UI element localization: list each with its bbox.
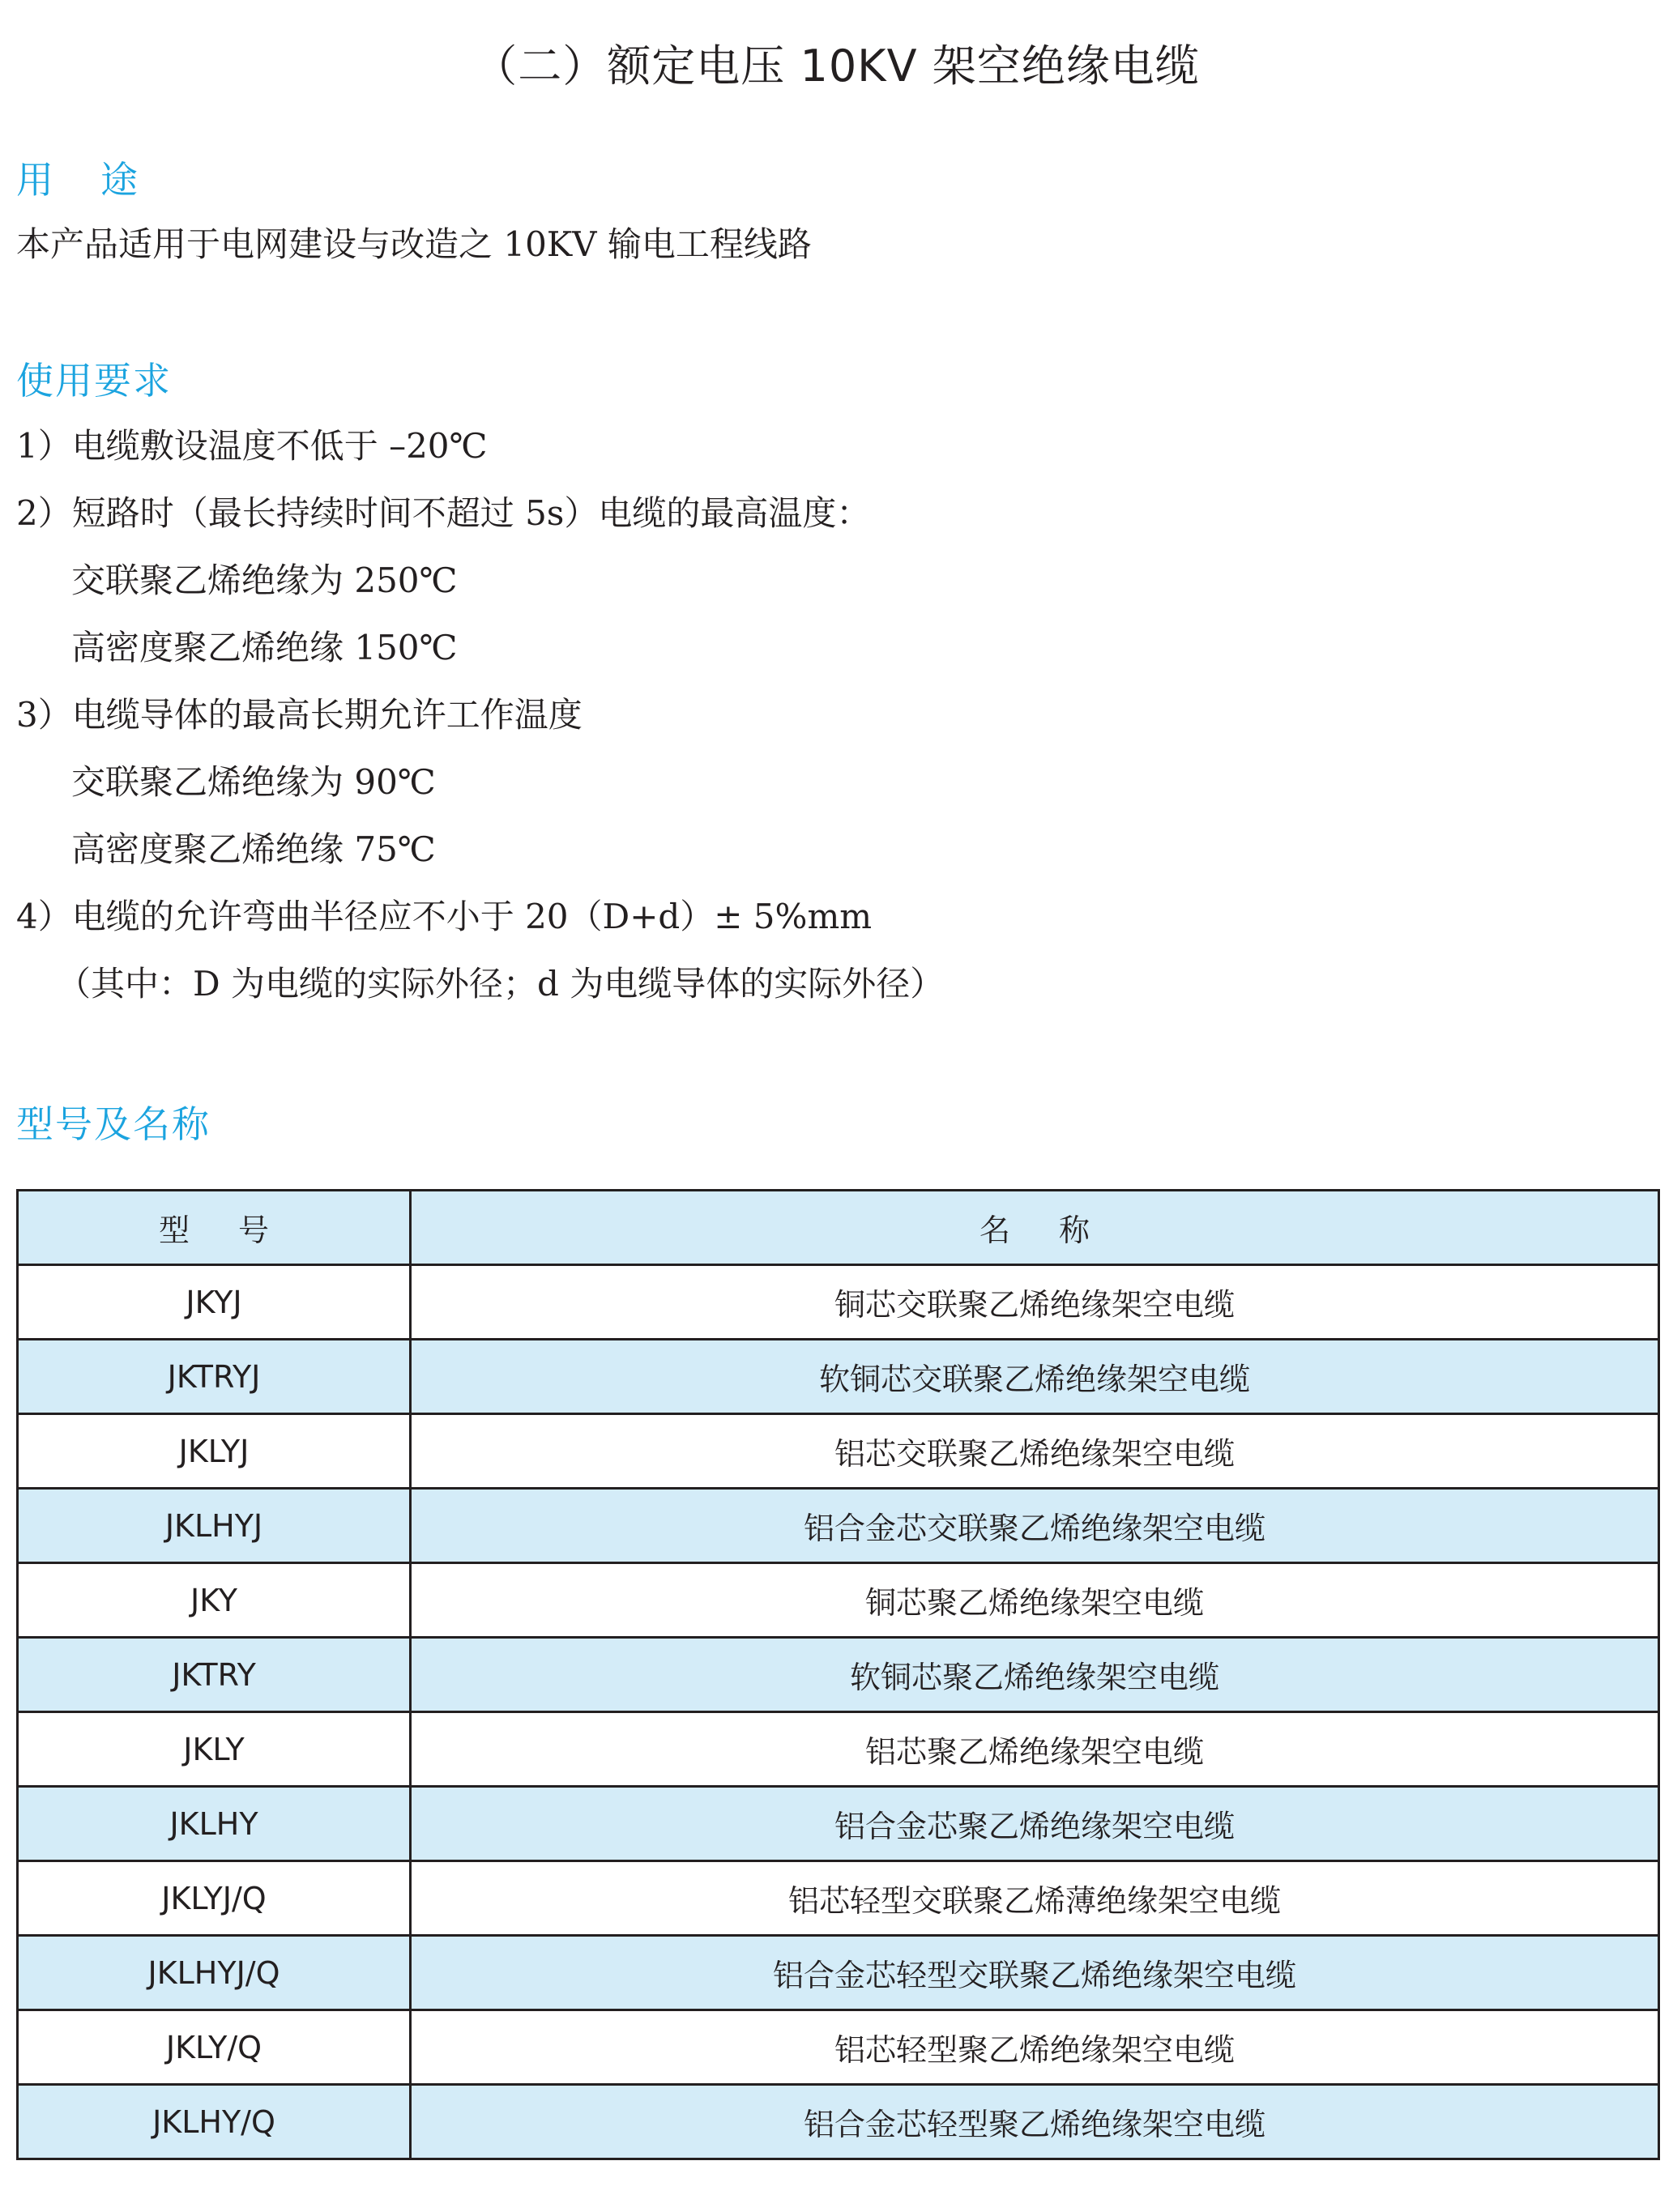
usage-heading-left: 用 xyxy=(16,158,55,202)
column-header-model: 型 号 xyxy=(18,1191,411,1265)
name-cell: 铝芯聚乙烯绝缘架空电缆 xyxy=(411,1712,1659,1787)
requirement-subitem-hdpe-long: 高密度聚乙烯绝缘 75℃ xyxy=(71,829,436,869)
requirement-item-3: 3）电缆导体的最高长期允许工作温度 xyxy=(16,695,583,735)
requirement-item-1: 1）电缆敷设温度不低于 –20℃ xyxy=(16,426,488,466)
usage-text: 本产品适用于电网建设与改造之 10KV 输电工程线路 xyxy=(16,224,812,264)
table-row xyxy=(18,1638,1659,1712)
column-header-name: 名 称 xyxy=(411,1191,1659,1265)
table-row xyxy=(18,2010,1659,2085)
usage-heading xyxy=(16,156,139,204)
name-cell: 铝合金芯轻型聚乙烯绝缘架空电缆 xyxy=(411,2085,1659,2159)
model-cell: JKLYJ/Q xyxy=(18,1861,411,1936)
name-cell: 铝芯交联聚乙烯绝缘架空电缆 xyxy=(411,1414,1659,1489)
model-cell: JKLHY/Q xyxy=(18,2085,411,2159)
name-cell: 铝芯轻型聚乙烯绝缘架空电缆 xyxy=(411,2010,1659,2085)
table-row xyxy=(18,1414,1659,1489)
table-row xyxy=(18,1936,1659,2010)
table-row xyxy=(18,1489,1659,1563)
requirement-item-2: 2）短路时（最长持续时间不超过 5s）电缆的最高温度： xyxy=(16,493,871,533)
requirement-subitem-xlpe-short: 交联聚乙烯绝缘为 250℃ xyxy=(71,560,458,600)
requirement-subitem-xlpe-long: 交联聚乙烯绝缘为 90℃ xyxy=(71,762,436,802)
model-cell: JKTRY xyxy=(18,1638,411,1712)
requirement-item-4: 4）电缆的允许弯曲半径应不小于 20（D+d）± 5%mm xyxy=(16,897,873,936)
requirement-subitem-hdpe-short: 高密度聚乙烯绝缘 150℃ xyxy=(71,628,458,667)
model-table xyxy=(16,1189,1660,2160)
table-header-row xyxy=(18,1191,1659,1265)
name-cell: 铝合金芯轻型交联聚乙烯绝缘架空电缆 xyxy=(411,1936,1659,2010)
name-cell: 铝合金芯聚乙烯绝缘架空电缆 xyxy=(411,1787,1659,1861)
name-cell: 铝合金芯交联聚乙烯绝缘架空电缆 xyxy=(411,1489,1659,1563)
model-cell: JKLYJ xyxy=(18,1414,411,1489)
table-row xyxy=(18,2085,1659,2159)
table-row xyxy=(18,1861,1659,1936)
model-cell: JKLHY xyxy=(18,1787,411,1861)
model-cell: JKY xyxy=(18,1563,411,1638)
model-cell: JKLHYJ xyxy=(18,1489,411,1563)
table-row xyxy=(18,1563,1659,1638)
requirements-heading: 使用要求 xyxy=(16,359,172,403)
name-cell: 铜芯聚乙烯绝缘架空电缆 xyxy=(411,1563,1659,1638)
table-row xyxy=(18,1787,1659,1861)
name-cell: 铜芯交联聚乙烯绝缘架空电缆 xyxy=(411,1265,1659,1340)
table-row xyxy=(18,1265,1659,1340)
model-cell: JKTRYJ xyxy=(18,1340,411,1414)
table-row xyxy=(18,1712,1659,1787)
model-cell: JKLY/Q xyxy=(18,2010,411,2085)
page-title: （二）额定电压 10KV 架空绝缘电缆 xyxy=(473,40,1200,92)
name-cell: 软铜芯交联聚乙烯绝缘架空电缆 xyxy=(411,1340,1659,1414)
model-cell: JKLY xyxy=(18,1712,411,1787)
model-cell: JKLHYJ/Q xyxy=(18,1936,411,2010)
model-cell: JKYJ xyxy=(18,1265,411,1340)
requirement-note: （其中：D 为电缆的实际外径；d 为电缆导体的实际外径） xyxy=(57,964,945,1004)
usage-heading-right: 途 xyxy=(100,158,139,202)
models-heading: 型号及名称 xyxy=(16,1102,211,1146)
name-cell: 铝芯轻型交联聚乙烯薄绝缘架空电缆 xyxy=(411,1861,1659,1936)
table-row xyxy=(18,1340,1659,1414)
name-cell: 软铜芯聚乙烯绝缘架空电缆 xyxy=(411,1638,1659,1712)
